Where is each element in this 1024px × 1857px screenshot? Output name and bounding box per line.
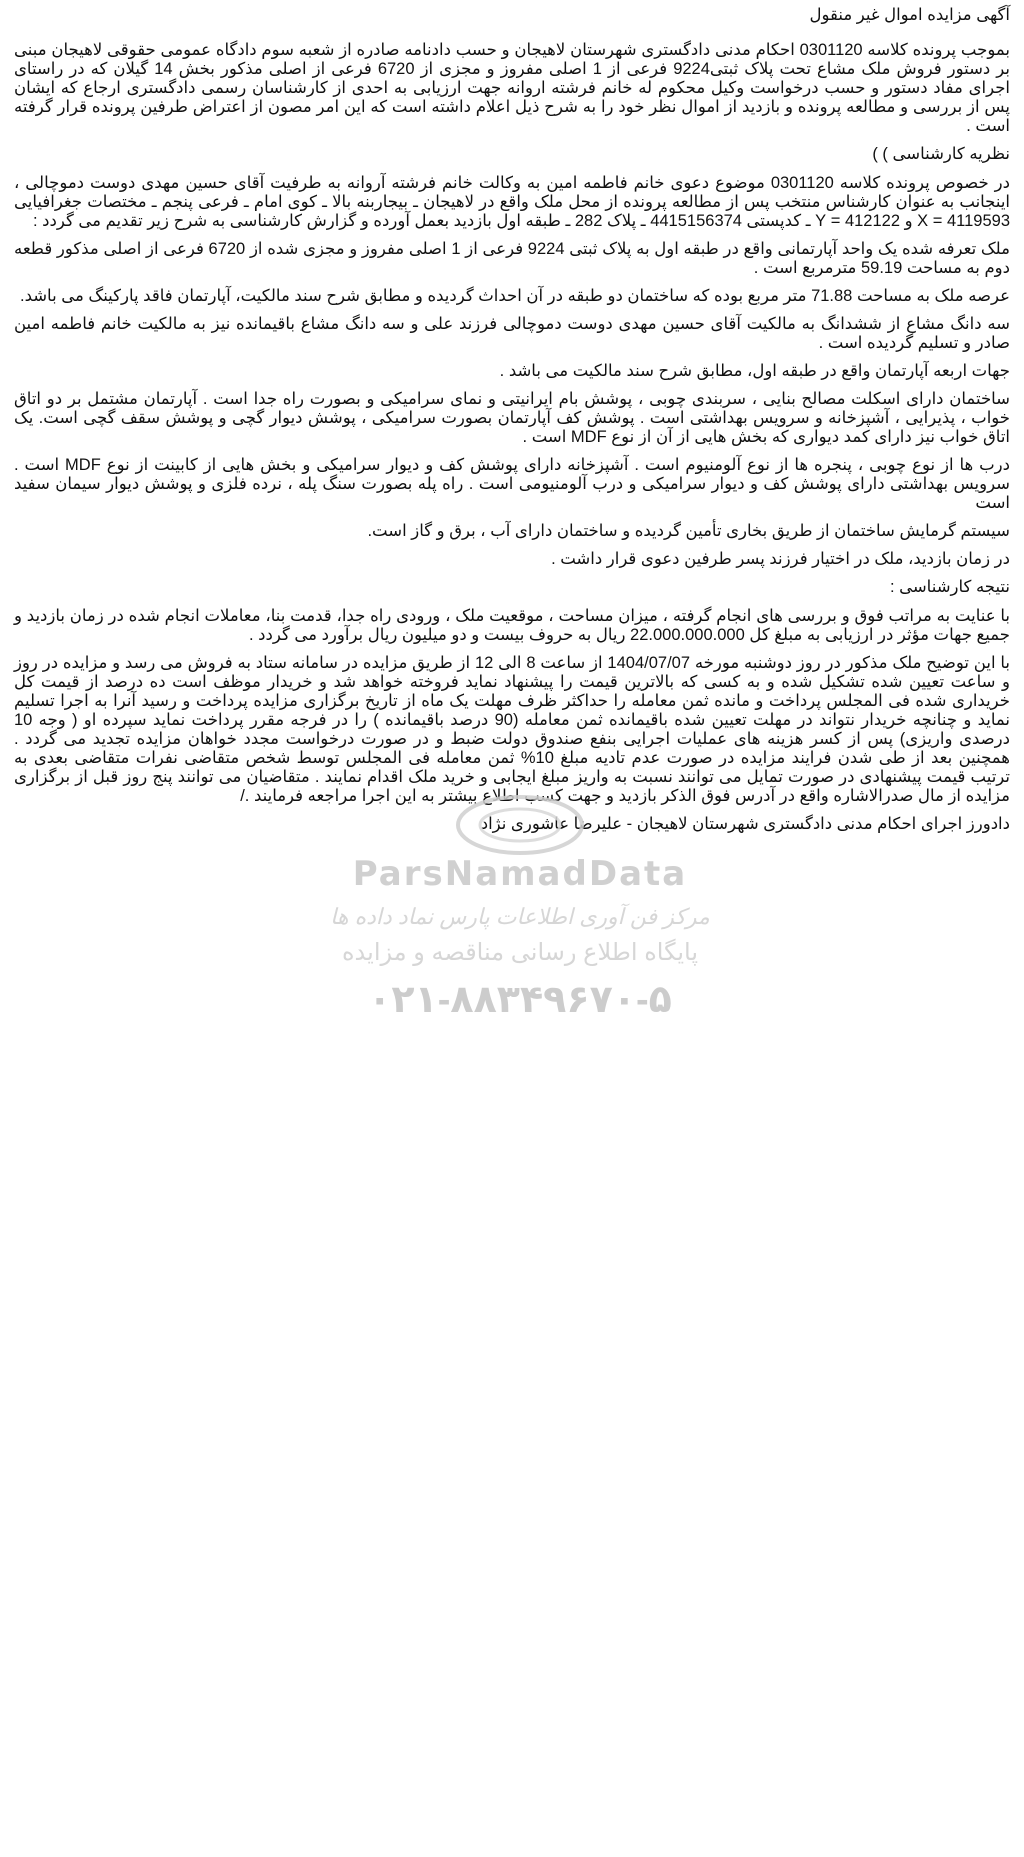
expert-paragraph-land: عرصه ملک به مساحت 71.88 متر مربع بوده که ساختمان دو طبقه در آن احداث گردیده و مطابق شرح سند مالکیت، آپارتمان فاقد پارکینگ می باشد.: [19, 287, 1010, 305]
intro-paragraph: بموجب پرونده کلاسه 0301120 احکام مدنی دادگستری شهرستان لاهیجان و حسب دادنامه صادره از شعبه سوم دادگاه عمومی حقوقی لاهیجان مبنی بر دستور فروش ملک مشاع تحت پلاک ثبتی9224 فرعی از 1 اصلی مفروز و مجزی از 6720 فرعی از اصلی مذکور بخش 14 گیلان که در راستای اجرای مفاد دستور و حسب درخواست وکیل محکوم له خانم فرشته اروانه جهت ارزیابی به احدی از کارشناسان رسمی دادگستری ارجاع که ایشان پس از بررسی و مطالعه پرونده و بازدید از اموال نظر خود را به شرح ذیل اعلام داشته است که این امر مصون از اعتراض طرفین پرونده قرار گرفته است .: [14, 41, 1011, 135]
expert-paragraph-unit: ملک تعرفه شده یک واحد آپارتمانی واقع در طبقه اول به پلاک ثبتی 9224 فرعی از 1 اصلی مفروز و مجزی شده از 6720 فرعی از اصلی مذکور قطعه دوم به مساحت 59.19 مترمربع است .: [14, 240, 1010, 277]
expert-opinion-heading: نظریه کارشناسی ) ): [872, 145, 1010, 163]
auction-terms-paragraph: با این توضیح ملک مذکور در روز دوشنبه مورخه 1404/07/07 از ساعت 8 الی 12 از طریق مزایده در سامانه ستاد به فروش می رسد و مزایده در روز و ساعت تعیین شده تشکیل شده و به کسی که بالاترین قیمت را پیشنهاد نماید فروخته خواهد شد و خریدار موظف است ده درصد از قیمت کل خریداری شده فی المجلس پرداخت و مانده ثمن معامله را حداکثر ظرف مهلت یک ماه از تاریخ برگزاری مزایده پرداخت و رسید آنرا به اجرا تسلیم نماید و چنانچه خریدار نتواند در مهلت تعیین شده باقیمانده ثمن معامله (90 درصد باقیمانده ) را در فرجه مقرر پرداخت نماید سپرده او ( وجه 10 درصدی واریزی) پس از کسر هزینه های عملیات اجرایی بنفع صندوق دولت ضبط و در صورت درخواست مجدد خواهان مزایده تجدید می گردد . همچنین بعد از طی شدن فرایند مزایده در صورت عدم تادیه مبلغ 10% ثمن معامله فی المجلس توسط شخص متقاضی نفرات متقاضی بعدی به ترتیب قیمت پیشنهادی در صورت تمایل می توانند نسبت به واریز مبلغ ایجابی و خرید ملک اقدام نمایند . متقاضیان می توانند پنج روز قبل از برگزاری مزایده از مال صدرالاشاره واقع در آدرس فوق الذکر بازدید و جهت کسب اطلاع بیشتر به این اجرا مراجعه فرمایند ./: [14, 654, 1010, 805]
expert-paragraph-location: در خصوص پرونده کلاسه 0301120 موضوع دعوی خانم فاطمه امین به وکالت خانم فرشته آروانه به طرفیت آقای حسین مهدی دوست دموچالی ، اینجانب به عنوان کارشناس منتخب پس از مطالعه پرونده از محل ملک واقع در لاهیجان ـ بیجاربنه بالا ـ کوی امام ـ فرعی پنجم ـ مختصات جغرافیایی 4119593 = X و 412122 = Y ـ کدپستی 4415156374 ـ پلاک 282 ـ طبقه اول بازدید بعمل آورده و گزارش کارشناسی به شرح زیر تقدیم می گردد :: [14, 174, 1010, 230]
expert-paragraph-ownership: سه دانگ مشاع از ششدانگ به مالکیت آقای حسین مهدی دوست دموچالی فرزند علی و سه دانگ مشاع باقیمانده نیز به مالکیت خانم فاطمه امین صادر و تسلیم گردیده است .: [14, 315, 1010, 352]
watermark-line-1: مرکز فن آوری اطلاعات پارس نماد داده ها: [330, 904, 710, 929]
watermark: [300, 840, 740, 1200]
conclusion-paragraph: با عنایت به مراتب فوق و بررسی های انجام گرفته ، میزان مساحت ، موقعیت ملک ، ورودی راه جدا، قدمت بنا، معاملات انجام شده در زمان بازدید و جمیع جهات مؤثر در ارزیابی به مبلغ کل 22.000.000.000 ریال به حروف بیست و دو میلیون ریال برآورد می گردد .: [14, 607, 1010, 644]
conclusion-heading: نتیجه کارشناسی :: [889, 578, 1010, 596]
signature-line: دادورز اجرای احکام مدنی دادگستری شهرستان لاهیجان - علیرضا عاشوری نژاد: [480, 815, 1010, 833]
notice-title: آگهی مزایده اموال غیر منقول: [809, 6, 1010, 24]
watermark-brand: ParsNamadData: [352, 854, 688, 894]
expert-paragraph-utilities: سیستم گرمایش ساختمان از طریق بخاری تأمین گردیده و ساختمان دارای آب ، برق و گاز است.: [367, 522, 1010, 540]
expert-paragraph-finishes: درب ها از نوع چوبی ، پنجره ها از نوع آلومنیوم است . آشپزخانه دارای پوشش کف و دیوار سرامیکی و بخش هایی از کابینت از نوع MDF است . سرویس بهداشتی دارای پوشش کف و دیوار سرامیکی و درب آلومنیومی است . راه پله بصورت سنگ پله ، نرده فلزی و پوشش دیوار سیمان سفید است: [14, 456, 1010, 512]
watermark-phone: ۰۲۱-۸۸۳۴۹۶۷۰-۵: [368, 979, 672, 1021]
expert-paragraph-structure: ساختمان دارای اسکلت مصالح بنایی ، سربندی چوبی ، پوشش بام ایرانیتی و نمای سرامیکی و بصورت راه جدا است . آپارتمان مشتمل بر دو اتاق خواب ، پذیرایی ، آشپزخانه و سرویس بهداشتی است . پوشش کف آپارتمان بصورت سرامیکی ، پوشش دیوار گچی و پوشش سقف گچی است. یک اتاق خواب نیز دارای کمد دیواری که بخش هایی از آن از نوع MDF است .: [14, 390, 1010, 446]
expert-paragraph-occupancy: در زمان بازدید، ملک در اختیار فرزند پسر طرفین دعوی قرار داشت .: [551, 550, 1010, 568]
watermark-line-2: پایگاه اطلاع رسانی مناقصه و مزایده: [341, 939, 699, 966]
expert-paragraph-boundaries: جهات اربعه آپارتمان واقع در طبقه اول، مطابق شرح سند مالکیت می باشد .: [499, 362, 1010, 380]
auction-notice: [14, 0, 1010, 843]
